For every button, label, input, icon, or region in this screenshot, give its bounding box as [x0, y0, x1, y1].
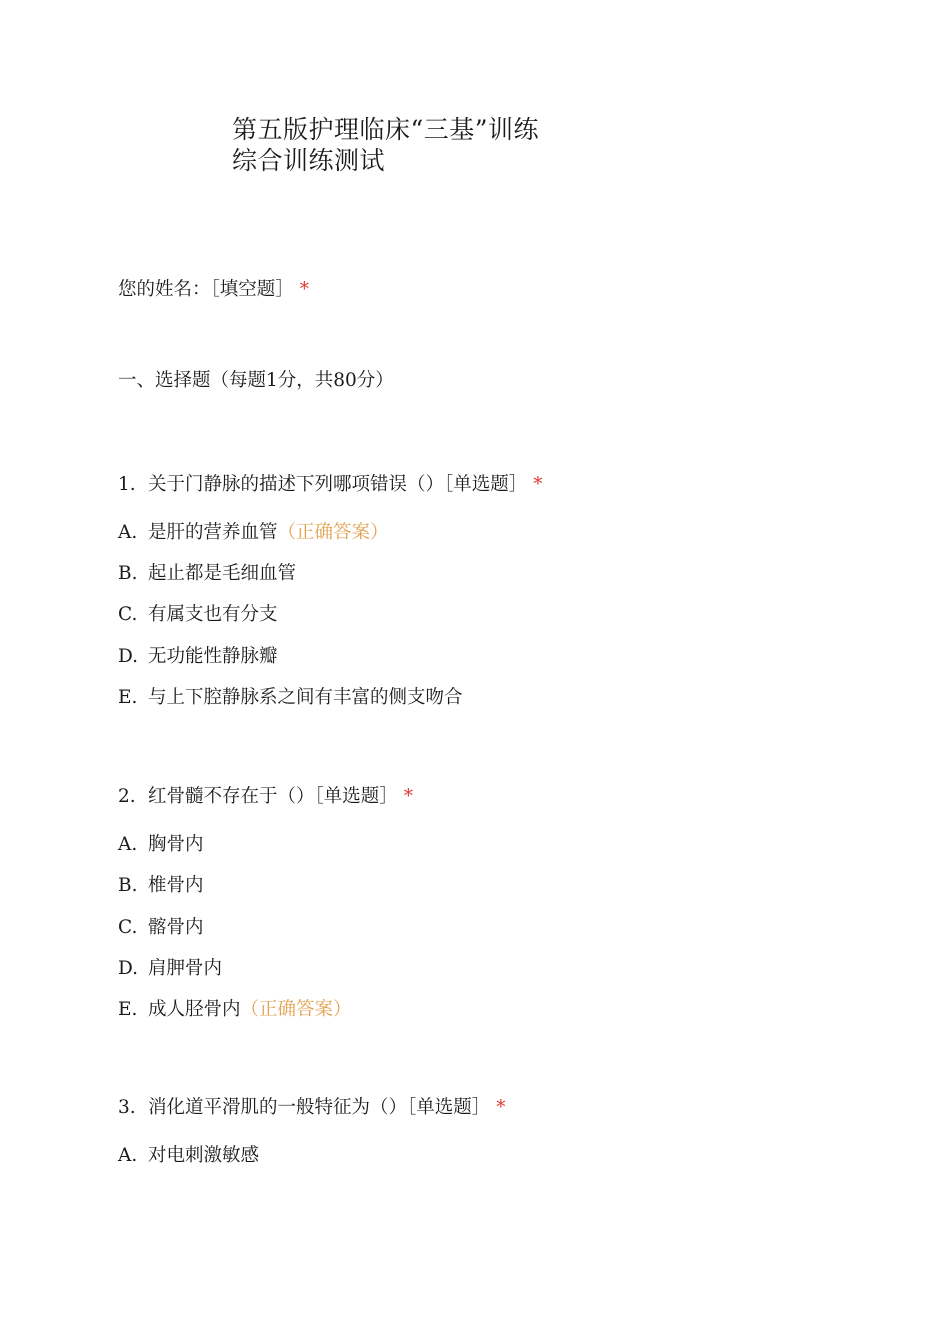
- option-item[interactable]: [118, 874, 204, 898]
- option-letter: B.: [118, 563, 138, 584]
- option-letter: D.: [118, 646, 139, 667]
- option-text: 对电刺激敏感: [148, 1145, 260, 1166]
- option-text: 椎骨内: [148, 875, 204, 896]
- question-text: 消化道平滑肌的一般特征为（）［单选题］: [148, 1097, 491, 1118]
- option-text: 有属支也有分支: [148, 604, 278, 625]
- option-letter: C.: [118, 917, 138, 938]
- required-star: *: [533, 474, 543, 495]
- option-text: 胸骨内: [148, 834, 204, 855]
- question-number: 3.: [118, 1097, 136, 1118]
- option-text: 髂骨内: [148, 917, 204, 938]
- name-field-text: 您的姓名：［填空题］: [118, 279, 294, 300]
- title-line-2: 综合训练测试: [232, 146, 386, 175]
- question-title: [118, 473, 543, 497]
- question-title: [118, 1096, 506, 1120]
- option-item[interactable]: [118, 521, 389, 545]
- required-star: *: [299, 279, 310, 300]
- option-item[interactable]: [118, 603, 278, 627]
- required-star: *: [403, 786, 414, 807]
- option-text: 成人胫骨内: [148, 999, 241, 1020]
- option-text: 肩胛骨内: [148, 958, 223, 979]
- option-text: 与上下腔静脉系之间有丰富的侧支吻合: [148, 687, 463, 708]
- question-number: 2.: [118, 786, 136, 807]
- option-letter: A.: [118, 522, 138, 543]
- option-text: 起止都是毛细血管: [148, 563, 297, 584]
- option-item[interactable]: [118, 686, 463, 710]
- question-number: 1.: [118, 474, 136, 495]
- correct-answer-note: （正确答案）: [240, 999, 352, 1020]
- option-item[interactable]: [118, 833, 204, 857]
- required-star: *: [496, 1097, 506, 1118]
- title-line-1: 第五版护理临床“三基”训练: [232, 115, 540, 144]
- option-text: 无功能性静脉瓣: [148, 646, 278, 667]
- option-letter: A.: [118, 834, 138, 855]
- option-item[interactable]: [118, 562, 296, 586]
- option-letter: E.: [118, 999, 138, 1020]
- option-letter: E.: [118, 687, 138, 708]
- option-item[interactable]: [118, 957, 222, 981]
- option-text: 是肝的营养血管: [148, 522, 278, 543]
- option-letter: C.: [118, 604, 138, 625]
- name-field-label[interactable]: [118, 278, 309, 302]
- correct-answer-note: （正确答案）: [277, 522, 389, 543]
- option-item[interactable]: [118, 998, 352, 1022]
- section-heading: 一、选择题（每题1分，共80分）: [118, 370, 394, 391]
- option-item[interactable]: [118, 916, 204, 940]
- option-item[interactable]: [118, 645, 278, 669]
- question-text: 关于门静脉的描述下列哪项错误（）［单选题］: [148, 474, 528, 495]
- option-letter: D.: [118, 958, 139, 979]
- question-text: 红骨髓不存在于（）［单选题］: [148, 786, 398, 807]
- question-title: [118, 785, 413, 809]
- option-letter: B.: [118, 875, 138, 896]
- option-item[interactable]: [118, 1144, 259, 1168]
- option-letter: A.: [118, 1145, 138, 1166]
- page-title: [232, 114, 539, 176]
